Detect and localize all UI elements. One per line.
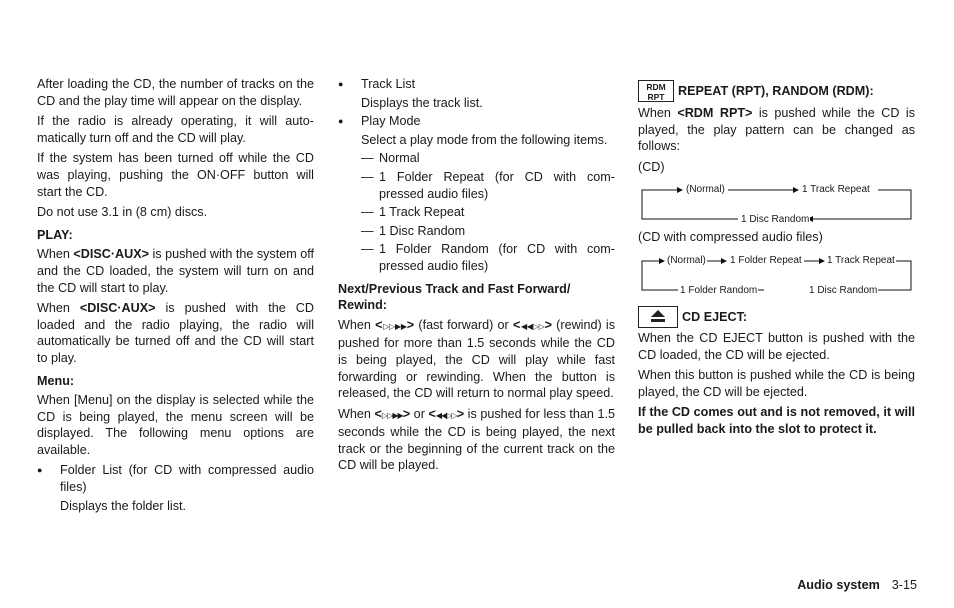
paragraph: After loading the CD, the number of tracks on the CD and the play time will appear on the display. — [37, 77, 314, 108]
cd-play-pattern-diagram — [638, 181, 915, 225]
list-item-description: Displays the track list. — [361, 95, 483, 110]
page-footer — [797, 577, 917, 594]
compressed-play-pattern-diagram — [638, 252, 915, 296]
section-title: Audio system — [797, 578, 880, 592]
paragraph: When <RDM RPT> is pushed while the CD is played, the play pattern can be changed as follows: — [638, 106, 915, 154]
menu-heading: Menu: — [37, 373, 75, 388]
paragraph: When the CD EJECT button is pushed with the CD loaded, the CD will be ejected. — [638, 330, 915, 362]
cd-eject-heading: CD EJECT: — [682, 309, 748, 324]
fast-forward-icon: ▷▷▶▶ — [381, 410, 403, 420]
repeat-random-header — [638, 80, 915, 102]
eject-warning: If the CD comes out and is not removed, it will be pulled back into the slot to protect it. — [638, 405, 915, 436]
fast-forward-icon: ▷▷▶▶ — [382, 321, 407, 331]
list-item: ● Track List — [338, 76, 615, 93]
column-2 — [338, 76, 615, 478]
list-item: ● Folder List (for CD with compressed audio files) — [37, 462, 314, 495]
list-item-description: Select a play mode from the following items. — [361, 132, 608, 147]
mode-track-repeat: 1 Track Repeat — [802, 184, 870, 196]
rewind-icon: ◀◀▷▷ — [520, 321, 545, 331]
paragraph: If the system has been turned off while the CD was playing, pushing the ON·OFF button will start the CD. — [37, 151, 314, 199]
play-mode-item: — 1 Folder Random (for CD with com-pressed audio files) — [361, 242, 615, 273]
rdm-rpt-button-icon: RDM RPT — [638, 80, 674, 102]
page-number: 3-15 — [891, 578, 917, 592]
mode-disc-random: 1 Disc Random — [741, 214, 810, 226]
list-item-description: Displays the folder list. — [60, 498, 186, 513]
paragraph: If the radio is already operating, it will auto-matically turn off and the CD will play. — [37, 114, 314, 145]
paragraph: When <▷▷▶▶> (fast forward) or <◀◀▷▷> (rewind) is pushed for more than 1.5 seconds while the CD is being played, the CD will play while fast forwarding or rewinding. When the button is released, the CD will return to normal play speed. — [338, 317, 615, 401]
paragraph: When <DISC·AUX> is pushed with the CD loaded and the radio playing, the radio will automatically be turned off and the CD will start to play. — [37, 301, 314, 365]
repeat-random-heading: REPEAT (RPT), RANDOM (RDM): — [678, 83, 874, 98]
cd-compressed-label: (CD with compressed audio files) — [638, 230, 823, 245]
column-3 — [638, 80, 915, 442]
play-mode-item: — 1 Folder Repeat (for CD with com-pressed audio files) — [361, 169, 615, 201]
mode-disc-random: 1 Disc Random — [809, 284, 878, 296]
mode-normal: (Normal) — [686, 184, 725, 196]
play-heading: PLAY: — [37, 227, 73, 242]
play-mode-item: — Normal — [361, 151, 420, 166]
mode-folder-random: 1 Folder Random — [680, 284, 758, 296]
next-previous-heading: Next/Previous Track and Fast Forward/ Rewind: — [338, 281, 571, 313]
mode-track-repeat: 1 Track Repeat — [827, 254, 895, 266]
cd-eject-header — [638, 306, 915, 328]
mode-folder-repeat: 1 Folder Repeat — [730, 254, 802, 266]
column-1 — [37, 76, 314, 516]
paragraph: When <▷▷▶▶> or <◀◀▷▷> is pushed for less than 1.5 seconds while the CD is being played, the next track or the beginning of the current track on the CD will be played. — [338, 406, 616, 473]
mode-normal: (Normal) — [667, 254, 706, 266]
play-mode-item: — 1 Track Repeat — [361, 205, 465, 220]
cd-label: (CD) — [638, 159, 665, 174]
eject-icon — [638, 306, 678, 328]
list-item: ● Play Mode — [338, 113, 615, 130]
paragraph: When [Menu] on the display is selected while the CD is being played, the menu screen will be displayed. The following menu options are available. — [37, 393, 314, 457]
paragraph: When <DISC·AUX> is pushed with the system off and the CD loaded, the system will turn on and the CD will start to play. — [37, 247, 314, 295]
paragraph: Do not use 3.1 in (8 cm) discs. — [37, 205, 208, 220]
play-mode-item: — 1 Disc Random — [361, 223, 466, 238]
rewind-icon: ◀◀▷▷ — [435, 410, 457, 420]
paragraph: When this button is pushed while the CD is being played, the CD will be ejected. — [638, 368, 915, 399]
